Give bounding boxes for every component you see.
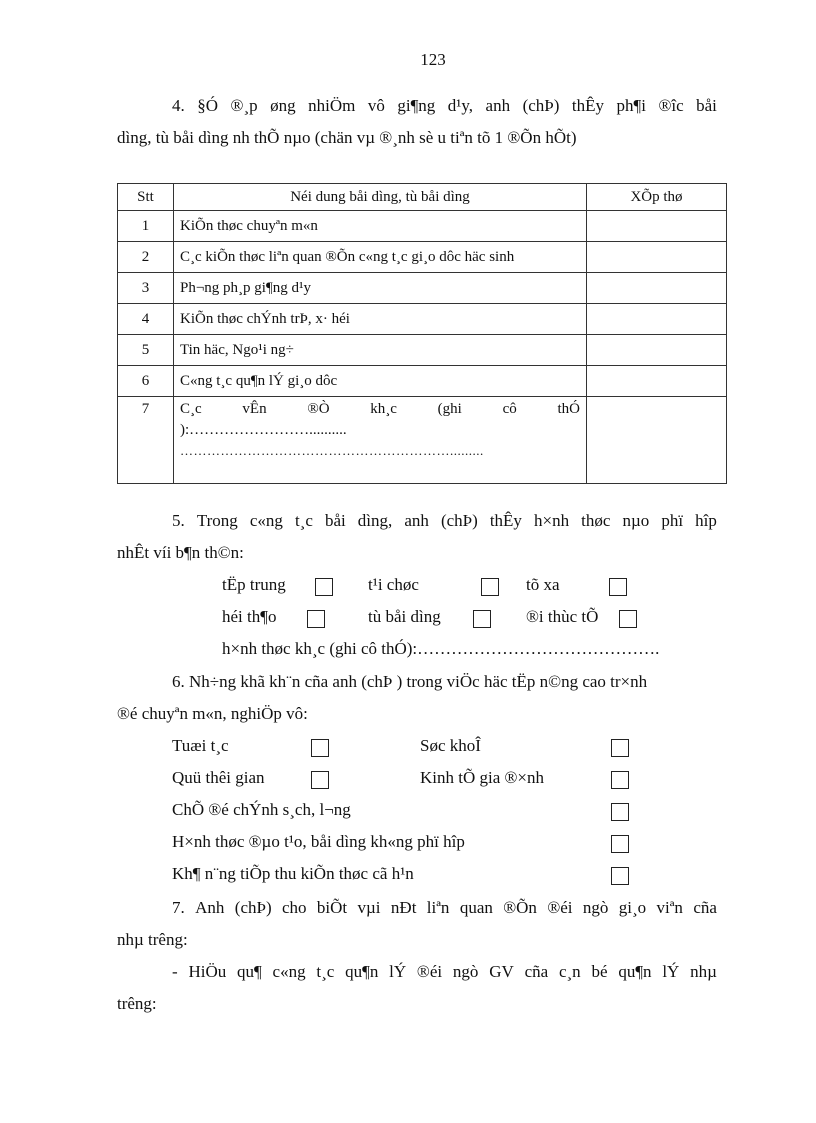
- q5-word: anh: [404, 511, 429, 530]
- row-stt: 3: [118, 273, 174, 304]
- q4-line2: dìng, tù båi dìng nh thÕ nµo (chän vµ ®¸nh sè u tiªn tõ 1 ®Õn hÕt): [117, 128, 577, 147]
- q4-word: ®îc: [658, 96, 684, 115]
- row-stt: 1: [118, 211, 174, 242]
- q7-sub1-word: -: [172, 962, 178, 981]
- option-di-thuc-te-label: ®i thùc tÕ: [526, 607, 599, 626]
- q4-word: (chÞ): [522, 96, 560, 115]
- table-header-row: [118, 184, 727, 211]
- other-issues-dots-1[interactable]: ):……………………..........: [180, 422, 347, 438]
- q4-word: ®¸p: [230, 96, 258, 115]
- q7-sub1-line2: trêng:: [117, 994, 157, 1013]
- q7-sub1-word: nhµ: [690, 962, 717, 981]
- q7-word: viªn: [656, 898, 683, 917]
- row-content: C«ng t¸c qu¶n lÝ gi¸o dôc: [174, 366, 587, 397]
- q5-word: h×nh: [534, 511, 570, 530]
- row7-word: ®Ò: [307, 401, 330, 417]
- q4-word: øng: [270, 96, 296, 115]
- table-row: [118, 273, 727, 304]
- q7-sub1-word: qu¶n: [618, 962, 652, 981]
- row7-word: cô: [502, 401, 517, 417]
- table-row: [118, 397, 727, 484]
- training-content-table: [117, 183, 727, 484]
- q7-sub1-word: GV: [489, 962, 514, 981]
- option-tap-trung-label: tËp trung: [222, 575, 286, 594]
- q7-sub1-word: t¸c: [316, 962, 335, 981]
- q7-line2: nhµ trêng:: [117, 930, 188, 949]
- q7-word: ngò: [582, 898, 609, 917]
- header-rank: XÕp thø: [587, 184, 727, 211]
- rank-cell[interactable]: [587, 366, 727, 397]
- row-stt: 7: [118, 397, 174, 484]
- q4-word: vô: [367, 96, 385, 115]
- table-row: [118, 366, 727, 397]
- q4-line1: [172, 96, 717, 116]
- q4-word: anh: [485, 96, 511, 115]
- q4-word: 4.: [172, 96, 185, 115]
- option-other-field[interactable]: h×nh thøc kh¸c (ghi cô thÓ):…………………………………….: [222, 639, 660, 658]
- q7-word: gi¸o: [618, 898, 647, 917]
- row-content-other: [174, 397, 587, 484]
- q7-sub1-word: lÝ: [389, 962, 407, 981]
- q7-word: quan: [459, 898, 493, 917]
- difficulty-training-format-label: H×nh thøc ®µo t¹o, båi dìng kh«ng phï hîp: [172, 832, 465, 851]
- row7-word: thÓ: [557, 401, 580, 417]
- q5-word: thøc: [581, 511, 611, 530]
- row7-word: C¸c: [180, 401, 202, 417]
- difficulty-ability-checkbox[interactable]: [611, 867, 629, 885]
- q7-word: ®éi: [547, 898, 573, 917]
- other-issues-label: [180, 401, 580, 418]
- q5-line2: nhÊt víi b¶n th©n:: [117, 543, 244, 562]
- difficulty-finance-checkbox[interactable]: [611, 771, 629, 789]
- option-tu-boi-duong-checkbox[interactable]: [473, 610, 491, 628]
- option-tu-xa-label: tõ xa: [526, 575, 560, 594]
- q5-word: phï: [661, 511, 684, 530]
- difficulty-time-checkbox[interactable]: [311, 771, 329, 789]
- q7-sub1-word: qu¶n: [345, 962, 379, 981]
- rank-cell[interactable]: [587, 211, 727, 242]
- difficulty-time-label: Quü thêi gian: [172, 768, 265, 787]
- q4-word: thÊy: [571, 96, 605, 115]
- option-tu-boi-duong-label: tù båi dìng: [368, 607, 441, 626]
- q7-word: nÐt: [390, 898, 417, 917]
- option-di-thuc-te-checkbox[interactable]: [619, 610, 637, 628]
- row-content: KiÕn thøc chuyªn m«n: [174, 211, 587, 242]
- option-hoi-thao-label: héi th¶o: [222, 607, 277, 626]
- header-stt: Stt: [118, 184, 174, 211]
- q5-word: 5.: [172, 511, 185, 530]
- q5-word: (chÞ): [440, 511, 478, 530]
- table-row: [118, 211, 727, 242]
- option-tai-chuc-checkbox[interactable]: [481, 578, 499, 596]
- rank-cell[interactable]: [587, 273, 727, 304]
- q7-sub1-word: HiÖu: [188, 962, 227, 981]
- row-content: C¸c kiÕn thøc liªn quan ®Õn c«ng t¸c gi¸o dôc häc sinh: [174, 242, 587, 273]
- option-tai-chuc-label: t¹i chøc: [368, 575, 419, 594]
- difficulty-health-checkbox[interactable]: [611, 739, 629, 757]
- row7-word: (ghi: [437, 401, 462, 417]
- q6-line2: ®é chuyªn m«n, nghiÖp vô:: [117, 704, 308, 723]
- row-stt: 4: [118, 304, 174, 335]
- table-row: [118, 242, 727, 273]
- q5-word: nµo: [622, 511, 650, 530]
- q5-word: t¸c: [294, 511, 313, 530]
- q6-line1: 6. Nh÷ng khã kh¨n cña anh (chÞ ) trong viÖc häc tËp n©ng cao tr×nh: [172, 672, 648, 691]
- difficulty-ability-label: Kh¶ n¨ng tiÕp thu kiÕn thøc cã h¹n: [172, 864, 414, 883]
- option-tap-trung-checkbox[interactable]: [315, 578, 333, 596]
- q5-word: båi: [324, 511, 346, 530]
- q5-word: thÊy: [489, 511, 522, 530]
- q7-word: Anh: [195, 898, 225, 917]
- q7-sub1-word: bé: [591, 962, 608, 981]
- q4-word: ph¶i: [616, 96, 646, 115]
- row-stt: 5: [118, 335, 174, 366]
- rank-cell[interactable]: [587, 304, 727, 335]
- row7-word: vÊn: [242, 401, 267, 417]
- difficulty-age-label: Tuæi t¸c: [172, 736, 229, 755]
- q4-word: nhiÖm: [308, 96, 356, 115]
- q7-word: (chÞ): [234, 898, 272, 917]
- row-content: KiÕn thøc chÝnh trÞ, x· héi: [174, 304, 587, 335]
- q7-sub1-word: c¸n: [558, 962, 581, 981]
- rank-cell[interactable]: [587, 242, 727, 273]
- row-stt: 2: [118, 242, 174, 273]
- q7-sub1-word: ngò: [452, 962, 479, 981]
- page-number: 123: [420, 50, 446, 69]
- q7-sub1-word: qu¶: [237, 962, 262, 981]
- row-content: Tin häc, Ngo¹i ng÷: [174, 335, 587, 366]
- option-hoi-thao-checkbox[interactable]: [307, 610, 325, 628]
- table-row: [118, 304, 727, 335]
- q4-word: båi: [696, 96, 717, 115]
- difficulty-policy-label: ChÕ ®é chÝnh s¸ch, l¬ng: [172, 800, 351, 819]
- table-row: [118, 335, 727, 366]
- other-issues-dots-2[interactable]: …………………………………………………….........: [180, 443, 484, 458]
- option-tu-xa-checkbox[interactable]: [609, 578, 627, 596]
- rank-cell[interactable]: [587, 397, 727, 484]
- row7-word: kh¸c: [370, 401, 397, 417]
- q5-word: hîp: [695, 511, 717, 530]
- q4-word: d¹y,: [447, 96, 474, 115]
- header-content: Néi dung båi dìng, tù båi dìng: [174, 184, 587, 211]
- rank-cell[interactable]: [587, 335, 727, 366]
- q5-word: Trong: [196, 511, 238, 530]
- difficulty-finance-label: Kinh tÕ gia ®×nh: [420, 768, 545, 787]
- row-stt: 6: [118, 366, 174, 397]
- q7-word: liªn: [426, 898, 450, 917]
- q7-sub1-word: ®éi: [416, 962, 443, 981]
- q7-word: cho: [281, 898, 307, 917]
- difficulty-health-label: Søc khoÎ: [420, 736, 481, 755]
- q7-word: biÕt: [316, 898, 348, 917]
- q5-line1: [172, 511, 717, 531]
- q7-word: 7.: [172, 898, 185, 917]
- difficulty-training-format-checkbox[interactable]: [611, 835, 629, 853]
- q7-sub1-line1: [172, 962, 717, 982]
- q7-line1: [172, 898, 717, 918]
- q5-word: c«ng: [249, 511, 283, 530]
- q7-sub1-word: c«ng: [272, 962, 306, 981]
- q7-word: vµi: [357, 898, 381, 917]
- row-content: Ph¬ng ph¸p gi¶ng d¹y: [174, 273, 587, 304]
- q7-word: cña: [693, 898, 717, 917]
- q7-sub1-word: lÝ: [662, 962, 680, 981]
- difficulty-age-checkbox[interactable]: [311, 739, 329, 757]
- difficulty-policy-checkbox[interactable]: [611, 803, 629, 821]
- q7-sub1-word: cña: [524, 962, 549, 981]
- q4-word: §Ó: [197, 96, 219, 115]
- q5-word: dìng,: [357, 511, 393, 530]
- q4-word: gi¶ng: [397, 96, 436, 115]
- q7-word: ®Õn: [503, 898, 537, 917]
